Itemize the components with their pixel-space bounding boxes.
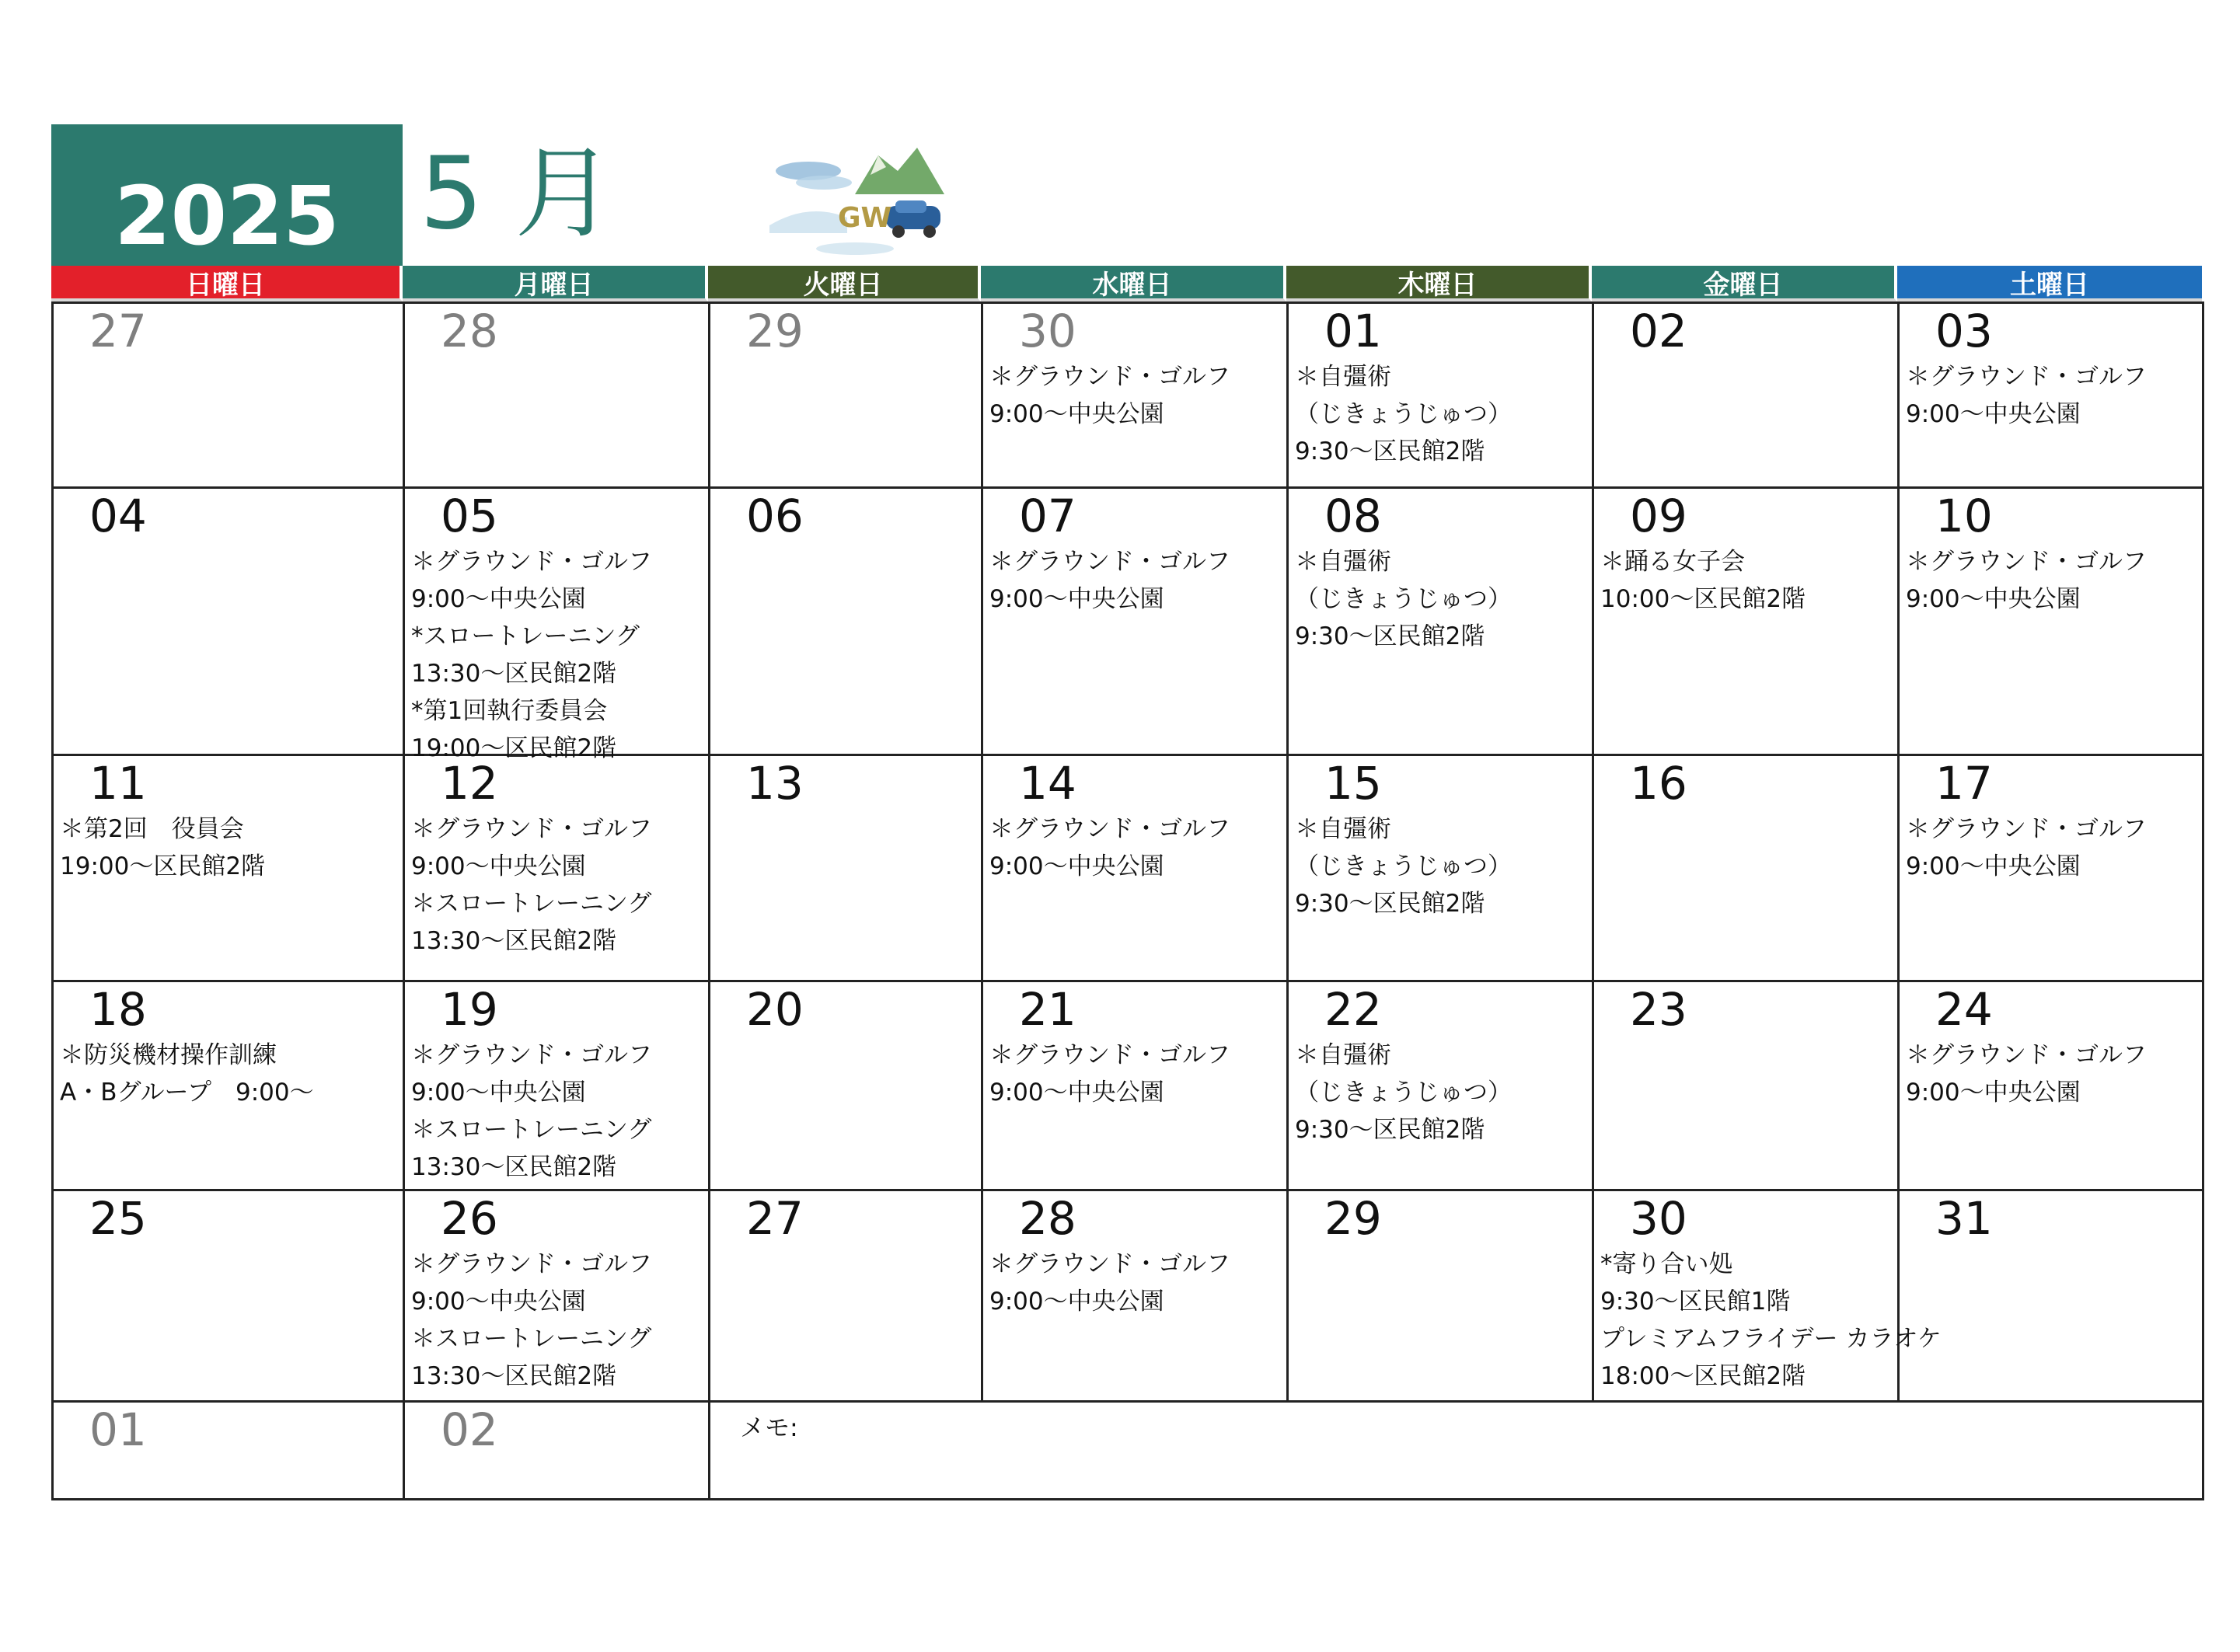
day-number: 01: [1324, 305, 1382, 357]
day-number: 29: [1324, 1192, 1382, 1245]
day-cell[interactable]: [405, 1191, 710, 1403]
event-line: （じきょうじゅつ）: [1295, 1079, 1512, 1107]
weekday-header-sun: 日曜日: [51, 266, 403, 301]
day-cell[interactable]: [710, 489, 983, 756]
event-line: 9:00～中央公園: [411, 1288, 586, 1316]
event-line: ＊グラウンド・ゴルフ: [411, 1041, 652, 1069]
day-cell[interactable]: [1289, 489, 1594, 756]
day-cell[interactable]: [54, 1403, 405, 1500]
day-cell[interactable]: [983, 1191, 1289, 1403]
event-line: *第1回執行委員会: [411, 697, 608, 725]
day-cell[interactable]: [54, 982, 405, 1191]
day-cell[interactable]: [1900, 1191, 2204, 1403]
day-number: 08: [1324, 490, 1382, 542]
calendar-grid: [51, 301, 2204, 1500]
event-line: *スロートレーニング: [411, 622, 640, 650]
event-line: ＊グラウンド・ゴルフ: [1906, 1041, 2147, 1069]
day-number: 24: [1935, 983, 1993, 1036]
day-number: 02: [441, 1403, 498, 1456]
day-number: 07: [1019, 490, 1076, 542]
event-line: ＊グラウンド・ゴルフ: [411, 548, 652, 576]
day-number: 30: [1630, 1192, 1687, 1245]
day-number: 03: [1935, 305, 1993, 357]
event-line: 9:30～区民館2階: [1295, 1116, 1485, 1144]
event-line: 13:30～区民館2階: [411, 927, 617, 955]
event-line: 9:00～中央公園: [989, 1079, 1164, 1107]
event-line: 9:30～区民館1階: [1600, 1288, 1791, 1316]
event-line: ＊踊る女子会: [1600, 548, 1745, 576]
event-line: ＊スロートレーニング: [411, 1116, 652, 1144]
day-number: 05: [441, 490, 498, 542]
day-number: 27: [89, 305, 147, 357]
event-line: ＊防災機材操作訓練: [60, 1041, 277, 1069]
day-cell[interactable]: [1594, 489, 1900, 756]
day-cell[interactable]: [1900, 982, 2204, 1191]
event-line: ＊自彊術: [1295, 363, 1391, 391]
day-number: 19: [441, 983, 498, 1036]
day-cell[interactable]: [983, 489, 1289, 756]
day-number: 31: [1935, 1192, 1993, 1245]
day-number: 28: [441, 305, 498, 357]
event-line: ＊グラウンド・ゴルフ: [989, 1041, 1230, 1069]
event-line: 9:00～中央公園: [1906, 852, 2081, 880]
day-cell[interactable]: [710, 304, 983, 489]
day-number: 25: [89, 1192, 147, 1245]
day-number: 23: [1630, 983, 1687, 1036]
event-line: 10:00～区民館2階: [1600, 585, 1806, 613]
day-number: 18: [89, 983, 147, 1036]
day-cell[interactable]: [405, 1403, 710, 1500]
weekday-header-row: [51, 266, 2204, 301]
week-row: [54, 304, 2204, 489]
event-line: ＊グラウンド・ゴルフ: [1906, 815, 2147, 843]
day-number: 06: [746, 490, 804, 542]
memo-label: メモ:: [740, 1413, 798, 1442]
day-cell[interactable]: [1594, 304, 1900, 489]
event-line: ＊グラウンド・ゴルフ: [989, 1250, 1230, 1278]
day-cell[interactable]: [1900, 304, 2204, 489]
day-cell[interactable]: [405, 982, 710, 1191]
year-box: [51, 124, 403, 267]
event-line: 9:00～中央公園: [411, 852, 586, 880]
day-cell[interactable]: [710, 756, 983, 982]
week-row: [54, 489, 2204, 762]
event-line: 13:30～区民館2階: [411, 1362, 617, 1390]
week-row: [54, 1191, 2204, 1403]
golden-week-illustration: [762, 140, 948, 264]
day-number: 20: [746, 983, 804, 1036]
day-cell[interactable]: [1289, 1191, 1594, 1403]
event-line: 9:00～中央公園: [989, 1288, 1164, 1316]
event-line: 13:30～区民館2階: [411, 660, 617, 688]
month-title: 5 月: [420, 136, 615, 252]
event-line: ＊グラウンド・ゴルフ: [989, 548, 1230, 576]
day-cell[interactable]: [1289, 982, 1594, 1191]
day-cell[interactable]: [54, 489, 405, 756]
event-line: 9:30～区民館2階: [1295, 622, 1485, 650]
day-cell[interactable]: [405, 756, 710, 982]
event-line: ＊第2回 役員会: [60, 815, 244, 843]
day-cell[interactable]: [1289, 756, 1594, 982]
day-cell[interactable]: [983, 756, 1289, 982]
event-line: 13:30～区民館2階: [411, 1153, 617, 1181]
event-line: 9:00～中央公園: [1906, 1079, 2081, 1107]
day-cell[interactable]: [54, 304, 405, 489]
event-line: A・Bグループ 9:00～: [60, 1079, 314, 1107]
event-line: 9:00～中央公園: [1906, 400, 2081, 428]
day-number: 04: [89, 490, 147, 542]
day-cell[interactable]: [54, 1191, 405, 1403]
event-line: ＊グラウンド・ゴルフ: [1906, 363, 2147, 391]
day-number: 13: [746, 757, 804, 810]
calendar: [51, 266, 2204, 1500]
event-line: 9:30～区民館2階: [1295, 890, 1485, 918]
memo-area[interactable]: [710, 1403, 2204, 1500]
day-cell[interactable]: [710, 982, 983, 1191]
day-number: 28: [1019, 1192, 1076, 1245]
day-cell[interactable]: [710, 1191, 983, 1403]
event-line: 19:00～区民館2階: [60, 852, 266, 880]
event-line: 9:00～中央公園: [1906, 585, 2081, 613]
event-line: ＊自彊術: [1295, 548, 1391, 576]
day-number: 02: [1630, 305, 1687, 357]
event-line: 9:00～中央公園: [411, 1079, 586, 1107]
event-line: ＊スロートレーニング: [411, 1325, 652, 1353]
day-number: 01: [89, 1403, 147, 1456]
year-label: 2025: [114, 169, 340, 263]
event-line: 9:00～中央公園: [989, 400, 1164, 428]
day-cell[interactable]: [1900, 489, 2204, 756]
weekday-header-tue: 火曜日: [708, 266, 981, 301]
event-line: （じきょうじゅつ）: [1295, 400, 1512, 428]
event-line: ＊自彊術: [1295, 1041, 1391, 1069]
day-cell[interactable]: [405, 489, 710, 762]
day-number: 17: [1935, 757, 1993, 810]
day-cell[interactable]: [405, 304, 710, 489]
day-cell[interactable]: [1594, 1191, 1942, 1403]
event-line: ＊グラウンド・ゴルフ: [1906, 548, 2147, 576]
event-line: 18:00～区民館2階: [1600, 1362, 1806, 1390]
week-row: [54, 982, 2204, 1191]
event-line: ＊グラウンド・ゴルフ: [411, 815, 652, 843]
day-number: 09: [1630, 490, 1687, 542]
weekday-header-mon: 月曜日: [403, 266, 708, 301]
event-line: 9:00～中央公園: [989, 585, 1164, 613]
day-cell[interactable]: [1289, 304, 1594, 489]
event-line: 9:00～中央公園: [411, 585, 586, 613]
day-number: 22: [1324, 983, 1382, 1036]
day-number: 10: [1935, 490, 1993, 542]
day-number: 21: [1019, 983, 1076, 1036]
day-number: 30: [1019, 305, 1076, 357]
event-line: （じきょうじゅつ）: [1295, 852, 1512, 880]
week-row: [54, 756, 2204, 982]
day-cell[interactable]: [1594, 756, 1900, 982]
day-cell[interactable]: [983, 982, 1289, 1191]
memo-row: [54, 1403, 2204, 1500]
weekday-header-wed: 水曜日: [981, 266, 1286, 301]
gw-text: GW: [838, 202, 892, 234]
event-line: ＊グラウンド・ゴルフ: [989, 363, 1230, 391]
day-cell[interactable]: [54, 756, 405, 982]
day-number: 26: [441, 1192, 498, 1245]
event-line: *寄り合い処: [1600, 1250, 1733, 1278]
day-number: 11: [89, 757, 147, 810]
day-number: 27: [746, 1192, 804, 1245]
event-line: ＊スロートレーニング: [411, 890, 652, 918]
day-number: 15: [1324, 757, 1382, 810]
day-cell[interactable]: [983, 304, 1289, 489]
event-line: ＊自彊術: [1295, 815, 1391, 843]
day-cell[interactable]: [1594, 982, 1900, 1191]
day-cell[interactable]: [1900, 756, 2204, 982]
day-number: 29: [746, 305, 804, 357]
event-line: 9:30～区民館2階: [1295, 437, 1485, 465]
weekday-header-fri: 金曜日: [1592, 266, 1897, 301]
day-number: 16: [1630, 757, 1687, 810]
event-line: 19:00～区民館2階: [411, 734, 617, 762]
event-line: 9:00～中央公園: [989, 852, 1164, 880]
day-number: 14: [1019, 757, 1076, 810]
day-number: 12: [441, 757, 498, 810]
weekday-header-sat: 土曜日: [1897, 266, 2202, 301]
event-line: ＊グラウンド・ゴルフ: [411, 1250, 652, 1278]
event-line: プレミアムフライデー カラオケ: [1600, 1325, 1942, 1353]
weekday-header-thu: 木曜日: [1286, 266, 1592, 301]
event-line: （じきょうじゅつ）: [1295, 585, 1512, 613]
event-line: ＊グラウンド・ゴルフ: [989, 815, 1230, 843]
